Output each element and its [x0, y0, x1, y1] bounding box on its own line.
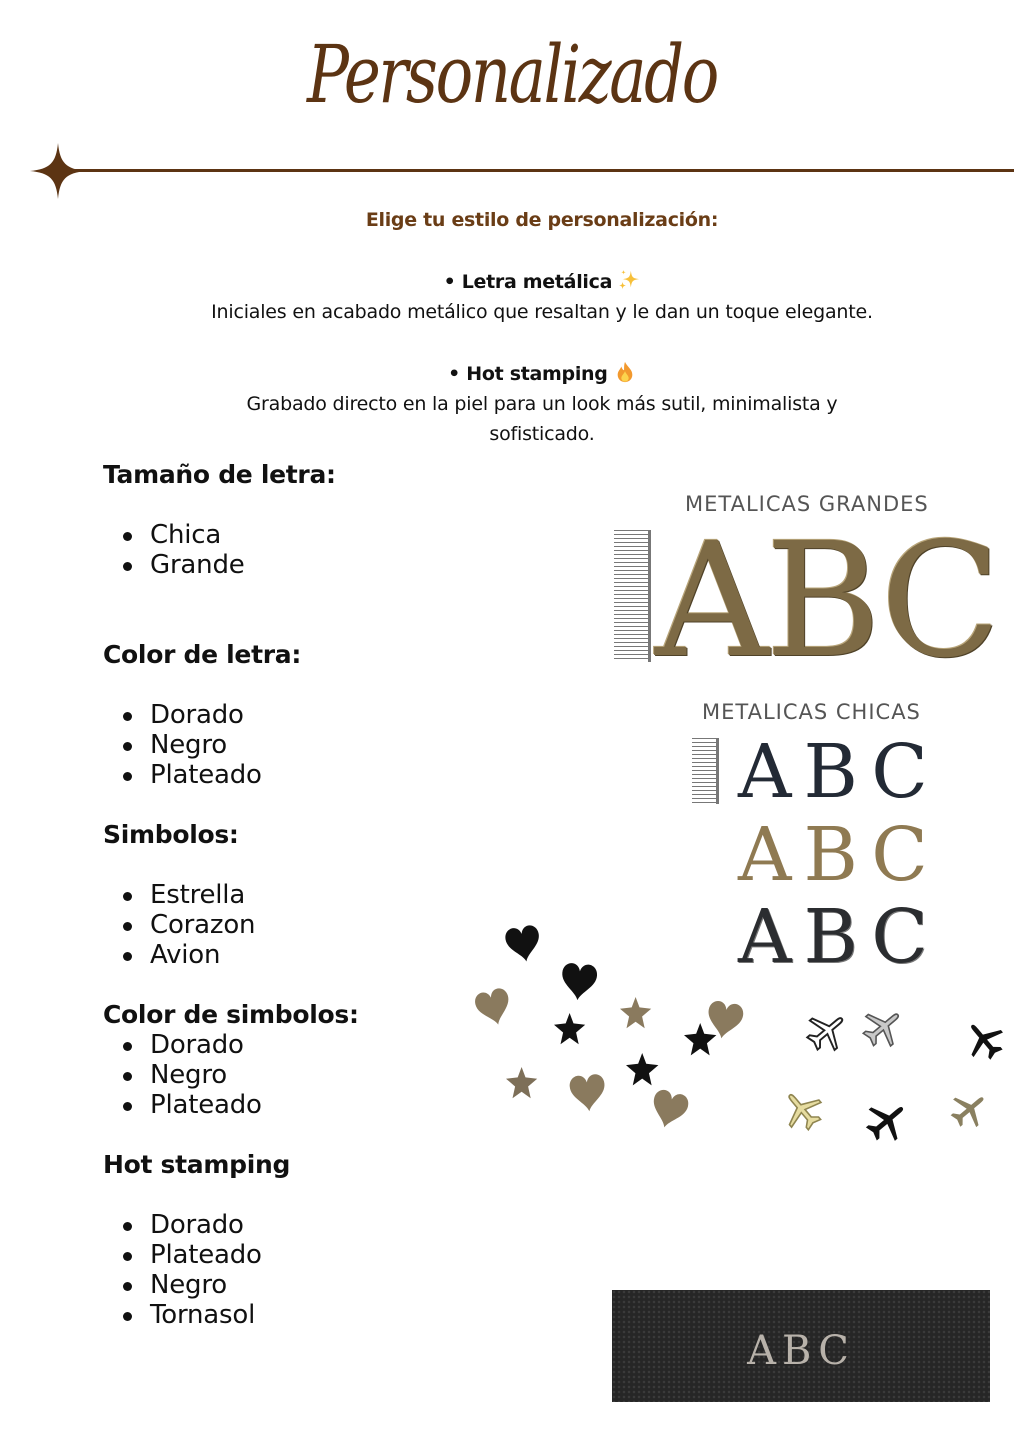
ruler-small: [692, 738, 719, 804]
plane-icon: [858, 1092, 915, 1149]
option-desc-metal: Iniciales en acabado metálico que resaltan y le dan un toque elegante.: [211, 301, 873, 323]
section-heading: Color de letra:: [103, 640, 302, 669]
list-item: Estrella: [103, 880, 255, 910]
list-item: Negro: [103, 1060, 359, 1090]
option-list: [103, 1030, 359, 1120]
section-heading: Hot stamping: [103, 1150, 291, 1179]
star-icon: [506, 1067, 537, 1098]
list-item: Plateado: [103, 760, 301, 790]
option-list: [103, 880, 255, 970]
metal-letters-large: ABC: [655, 509, 998, 693]
section-heading: Simbolos:: [103, 820, 239, 849]
section-heading: Color de simbolos:: [103, 1000, 359, 1029]
star-icon: [684, 1023, 716, 1055]
label-metalicas-grandes: METALICAS GRANDES: [685, 492, 929, 516]
list-item: Negro: [103, 730, 301, 760]
list-item: Grande: [103, 550, 336, 580]
plane-icon: [800, 1004, 854, 1058]
star-icon: [620, 997, 651, 1028]
heart-icon: [473, 986, 515, 1029]
plane-icon: [944, 1084, 995, 1135]
list-item: Plateado: [103, 1240, 290, 1270]
heart-icon: [569, 1073, 607, 1112]
sparkles-icon: [618, 269, 640, 291]
option-title-text: • Letra metálica: [443, 271, 613, 293]
heart-icon: [560, 962, 598, 1001]
section-color-letra: [103, 640, 301, 790]
option-list: [103, 700, 301, 790]
list-item: Plateado: [103, 1090, 359, 1120]
section-tamano: [103, 460, 336, 580]
list-item: Negro: [103, 1270, 290, 1300]
section-simbolos: [103, 820, 255, 970]
metal-letters-small-silver: ABC: [738, 894, 940, 980]
option-list: [103, 520, 336, 580]
plane-icon: [775, 1083, 829, 1137]
section-heading: Tamaño de letra:: [103, 460, 336, 489]
title-divider: [58, 169, 1014, 172]
star-icon: [626, 1053, 658, 1085]
plane-icon: [957, 1013, 1011, 1067]
intro-block: [0, 205, 1024, 449]
star-icon: [554, 1013, 585, 1044]
list-item: Dorado: [103, 700, 301, 730]
hot-stamp-letters: ABC: [747, 1328, 855, 1374]
fire-icon: [614, 361, 636, 383]
option-title-hotstamp: [0, 359, 1024, 389]
option-list: [103, 1210, 290, 1330]
list-item: Dorado: [103, 1210, 290, 1240]
list-item: Avion: [103, 940, 255, 970]
symbols-sample: [470, 925, 1024, 1155]
heart-icon: [648, 1088, 691, 1132]
list-item: Dorado: [103, 1030, 359, 1060]
option-title-text: • Hot stamping: [448, 363, 608, 385]
ruler-large: [614, 530, 651, 662]
label-metalicas-chicas: METALICAS CHICAS: [702, 700, 921, 724]
hot-stamp-leather-sample: [612, 1290, 990, 1402]
list-item: Chica: [103, 520, 336, 550]
heart-icon: [504, 925, 543, 964]
intro-heading: Elige tu estilo de personalización:: [365, 209, 719, 231]
list-item: Tornasol: [103, 1300, 290, 1330]
plane-icon: [856, 1000, 910, 1054]
option-desc-hotstamp: Grabado directo en la piel para un look más sutil, minimalista y sofisticado.: [246, 393, 838, 445]
page-title: Personalizado: [306, 28, 718, 121]
metal-letters-small-black: ABC: [738, 729, 940, 815]
metal-letters-small-gold: ABC: [738, 812, 940, 898]
section-color-simbolos: [103, 1000, 359, 1120]
list-item: Corazon: [103, 910, 255, 940]
option-title-metal: [0, 267, 1024, 297]
section-hot-stamping: [103, 1150, 290, 1330]
